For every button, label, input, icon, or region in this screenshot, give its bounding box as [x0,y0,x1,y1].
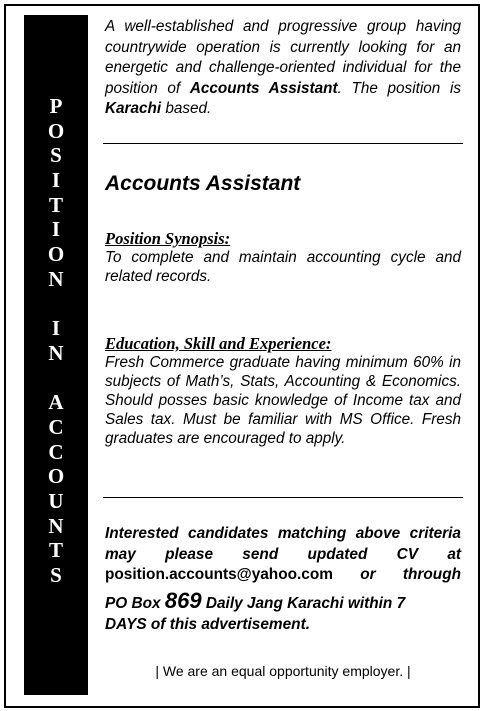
apply-line-1: Interested candidates matching above criteria [105,525,461,542]
sidebar-text [24,94,88,588]
intro-text-middle: . The position is [337,79,461,97]
sidebar-space [53,292,58,317]
apply-line-5: DAYS of this advertisement. [105,615,310,633]
apply-line-4 [105,587,461,615]
divider-top [103,143,463,144]
requirements-heading: Education, Skill and Experience: [105,334,332,353]
apply-line-2: may please send updated CV at [105,545,461,563]
intro-city: Karachi [105,100,162,117]
synopsis-heading: Position Synopsis: [105,229,231,248]
divider-bottom [103,497,463,498]
job-title: Accounts Assistant [105,172,301,195]
sidebar-letter: C [48,414,64,439]
po-suffix: Daily Jang Karachi within 7 [205,594,406,612]
apply-line-3 [105,565,461,586]
intro-position: Accounts Assistant [189,79,338,97]
sidebar-letter: A [48,390,64,415]
sidebar-letter: P [49,94,63,118]
sidebar-letter: U [48,489,64,513]
contact-email[interactable]: position.accounts@yahoo.com [105,566,333,583]
apply-line-3-suffix: or through [360,566,461,583]
synopsis-text: To complete and maintain accounting cycle and related records. [105,249,461,285]
equal-opportunity-footer: | We are an equal opportunity employer. | [155,663,411,679]
sidebar-letter: S [50,143,62,168]
sidebar-letter: C [48,439,64,464]
sidebar-letter: O [47,118,65,143]
sidebar-letter: O [47,242,65,267]
intro-text [105,17,461,120]
intro-paragraph [105,17,461,120]
sidebar-letter: T [48,192,63,217]
sidebar-space [53,366,58,391]
sidebar-letter: N [48,266,64,291]
sidebar-letter: I [51,316,61,341]
sidebar-letter: S [50,563,62,588]
sidebar-letter: I [51,168,61,193]
po-box-number: 869 [164,587,202,613]
application-instructions [105,524,461,635]
sidebar-letter: I [51,217,61,242]
sidebar-letter: O [47,464,65,489]
sidebar-letter: T [48,538,63,563]
intro-text-start: A well-established and progressive group having countrywide operation is currently looking for an energetic and challenge-oriented individual for the position of [105,18,461,97]
sidebar-banner [24,15,88,695]
requirements-text: Fresh Commerce graduate having minimum 60% in subjects of Math’s, Stats, Accounting & Economics. Should posses basic knowledge of Income tax and Sales tax. Must be familiar with MS Office. Fresh graduates are encouraged to apply. [105,354,461,447]
sidebar-letter: N [48,513,64,538]
intro-text-end: based. [161,100,212,117]
sidebar-letter: N [48,340,64,365]
po-prefix: PO Box [105,594,161,612]
